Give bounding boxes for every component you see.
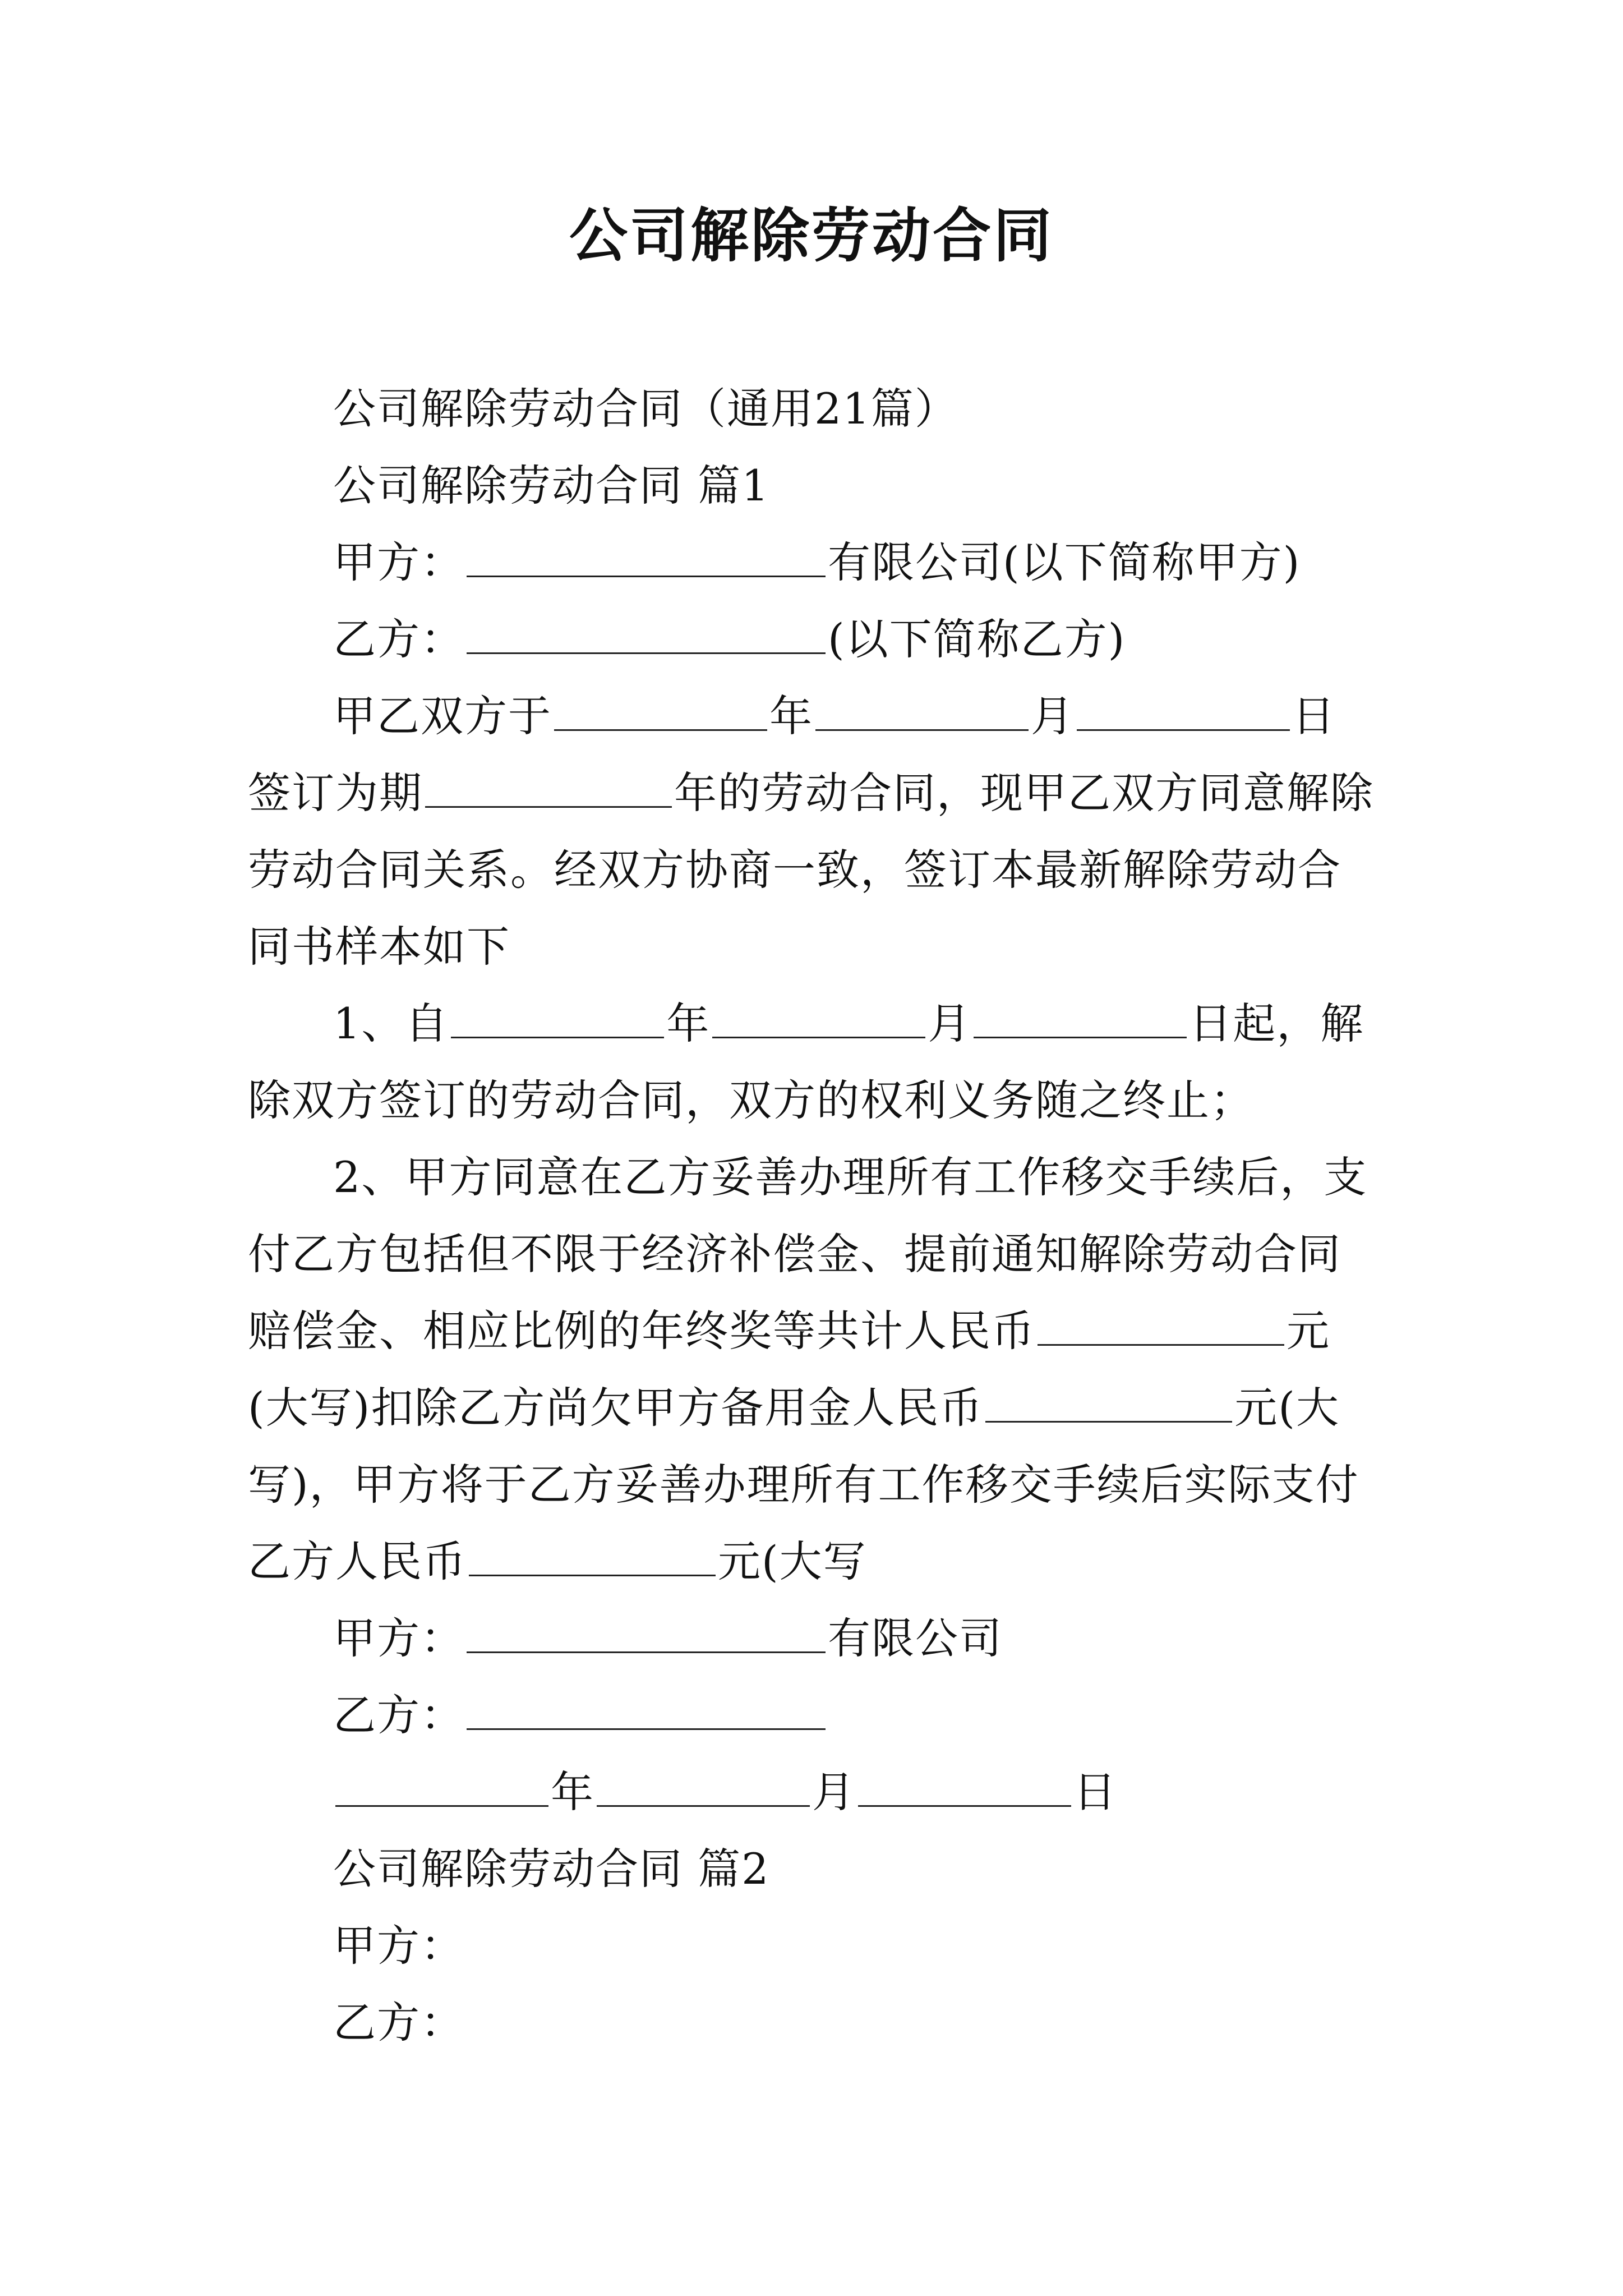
section-1-heading: 公司解除劳动合同 篇1 xyxy=(333,461,770,510)
clause-2 xyxy=(248,1139,1375,1600)
party-b-label: 乙方： xyxy=(333,614,464,664)
clause-1-text-3: 月 xyxy=(928,999,972,1048)
intro-text-3: 月 xyxy=(1031,691,1075,741)
sign-date-day-label: 日 xyxy=(1073,1767,1117,1817)
sign-party-b-blank xyxy=(467,1688,826,1730)
sign-date-line xyxy=(248,1754,1375,1830)
document-subtitle: 公司解除劳动合同（通用21篇） xyxy=(333,384,958,434)
clause-2-text-3: 元(大写)，甲方将于乙方妥善办理所有工作移交手续后实际支付乙方人民币 xyxy=(248,1383,1359,1586)
clause-2-text-1: 2、甲方同意在乙方妥善办理所有工作移交手续后，支付乙方包括但不限于经济补偿金、提前通知解除劳动合同赔偿金、相应比例的年终奖等共计人民币 xyxy=(248,1152,1368,1356)
clause-1-month-blank xyxy=(712,996,925,1038)
party-a-blank xyxy=(467,535,826,577)
party-b-suffix: (以下简称乙方) xyxy=(828,614,1126,664)
section-2-party-a: 甲方： xyxy=(333,1921,464,1971)
clause-1-text-1: 1、自 xyxy=(333,999,449,1048)
intro-paragraph xyxy=(248,678,1375,985)
intro-text-5: 年的劳动合同，现甲乙双方同意解除劳动合同关系。经双方协商一致，签订本最新解除劳动合同书样本如下 xyxy=(248,768,1374,972)
clause-2-text-4: 元(大写 xyxy=(718,1536,867,1586)
clause-1-text-4: 日起，解除双方签订的劳动合同，双方的权利义务随之终止； xyxy=(248,999,1364,1125)
clause-1 xyxy=(248,985,1375,1139)
net-amount-blank xyxy=(469,1534,716,1576)
document-title: 公司解除劳动合同 xyxy=(569,201,1054,270)
intro-text-2: 年 xyxy=(769,691,813,741)
clause-2-text-2: 元(大写)扣除乙方尚欠甲方备用金人民币 xyxy=(248,1306,1330,1433)
clause-1-year-blank xyxy=(451,996,664,1038)
clause-1-text-2: 年 xyxy=(666,999,711,1048)
party-a-label: 甲方： xyxy=(333,537,464,587)
sign-party-a-label: 甲方： xyxy=(333,1613,464,1663)
deduction-amount-blank xyxy=(985,1381,1232,1423)
party-b-line xyxy=(248,601,1375,678)
total-amount-blank xyxy=(1038,1304,1284,1346)
sign-party-b-line xyxy=(248,1677,1375,1754)
sign-date-month-blank xyxy=(597,1765,810,1807)
document-body xyxy=(248,370,1375,2061)
sign-party-a-blank xyxy=(467,1611,826,1653)
sign-month-blank xyxy=(815,689,1029,731)
intro-text-1: 甲乙双方于 xyxy=(333,691,552,741)
party-a-line xyxy=(248,524,1375,601)
sign-date-year-blank xyxy=(335,1765,548,1807)
sign-party-a-line xyxy=(248,1600,1375,1677)
section-2-heading: 公司解除劳动合同 篇2 xyxy=(333,1844,770,1894)
sign-day-blank xyxy=(1077,689,1290,731)
sign-date-day-blank xyxy=(858,1765,1071,1807)
sign-date-year-label: 年 xyxy=(551,1767,594,1817)
sign-year-blank xyxy=(554,689,767,731)
sign-date-month-label: 月 xyxy=(812,1767,856,1817)
sign-party-a-suffix: 有限公司 xyxy=(828,1613,1003,1663)
party-a-suffix: 有限公司(以下简称甲方) xyxy=(828,537,1301,587)
term-years-blank xyxy=(425,766,672,808)
party-b-blank xyxy=(467,612,826,654)
section-2-party-b: 乙方： xyxy=(333,1998,464,2047)
sign-party-b-label: 乙方： xyxy=(333,1690,464,1740)
intro-text-4: 日签订为期 xyxy=(248,691,1336,818)
clause-1-day-blank xyxy=(974,996,1187,1038)
